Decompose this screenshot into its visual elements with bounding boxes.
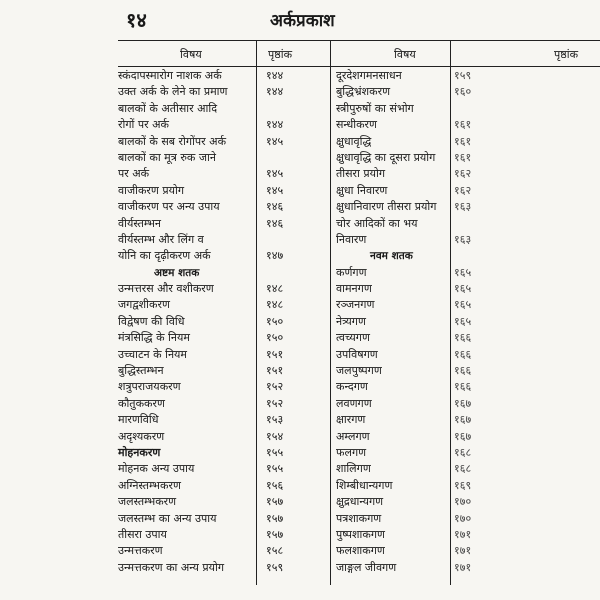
- entry-page-number: १५५: [266, 445, 284, 459]
- contents-row: [118, 543, 328, 559]
- entry-page-number: १६७: [454, 429, 472, 443]
- entry-title: जलस्तम्भकरण: [118, 495, 177, 509]
- contents-row: [118, 68, 328, 84]
- entry-page-number: १५७: [266, 527, 284, 541]
- entry-page-number: १५१: [266, 347, 284, 361]
- right-subject-header: विषय: [394, 48, 416, 61]
- entry-page-number: १५१: [266, 364, 284, 378]
- entry-page-number: १६५: [454, 265, 472, 279]
- left-subject-header: विषय: [180, 48, 202, 61]
- entry-title: क्षुधावृद्धि: [336, 134, 372, 148]
- entry-title: मंत्रसिद्धि के नियम: [118, 331, 190, 345]
- entry-title: बुद्धिभ्रंशकरण: [336, 85, 391, 99]
- entry-title: उन्मत्तकरण का अन्य प्रयोग: [118, 560, 225, 574]
- contents-row: [336, 101, 600, 117]
- entry-title: सन्धीकरण: [336, 118, 377, 132]
- contents-row: [118, 216, 328, 232]
- contents-row: [118, 199, 328, 215]
- entry-title: चोर आदिकों का भय: [336, 216, 418, 230]
- entry-title: कौतुककरण: [118, 396, 165, 410]
- entry-title: अग्निस्तम्भकरण: [118, 478, 181, 492]
- contents-row: [118, 494, 328, 510]
- contents-row: [118, 117, 328, 133]
- contents-row: [336, 363, 600, 379]
- entry-page-number: १५०: [266, 314, 284, 328]
- entry-page-number: १४४: [266, 69, 284, 82]
- entry-page-number: १६२: [454, 167, 472, 181]
- entry-title: लवणगण: [336, 396, 372, 410]
- entry-title: जगद्वशीकरण: [118, 298, 170, 312]
- entry-page-number: १५५: [266, 462, 284, 476]
- contents-row: [336, 297, 600, 313]
- entry-title: दूरदेशगमनसाधन: [336, 69, 402, 82]
- entry-title: मोहनक अन्य उपाय: [118, 462, 195, 476]
- contents-row: [118, 84, 328, 100]
- entry-page-number: १४५: [266, 167, 284, 181]
- contents-row: [118, 232, 328, 248]
- contents-row: [336, 478, 600, 494]
- entry-title: उन्मत्तरस और वशीकरण: [118, 282, 214, 296]
- contents-row: [336, 68, 600, 84]
- contents-row: [118, 183, 328, 199]
- entry-title: उपविषगण: [336, 347, 378, 361]
- contents-row: [336, 199, 600, 215]
- entry-page-number: १७१: [454, 527, 472, 541]
- contents-row: [336, 265, 600, 281]
- entry-title: उच्चाटन के नियम: [118, 347, 188, 361]
- entry-title: वीर्यस्तम्भन: [118, 216, 162, 230]
- contents-row: [336, 150, 600, 166]
- entry-title: स्कंदापस्मारोग नाशक अर्क: [118, 69, 222, 82]
- entry-title: मोहनकरण: [118, 445, 161, 459]
- entry-title: वाजीकरण पर अन्य उपाय: [118, 200, 220, 214]
- contents-row: [336, 543, 600, 559]
- entry-title: क्षुद्रधान्यगण: [336, 495, 384, 509]
- contents-row: [336, 183, 600, 199]
- page-number: १४: [126, 8, 147, 32]
- right-page-header: पृष्ठांक: [554, 48, 579, 61]
- entry-page-number: १५४: [266, 429, 284, 443]
- center-divider: [330, 40, 331, 585]
- entry-page-number: १५२: [266, 396, 284, 410]
- entry-page-number: १६८: [454, 462, 472, 476]
- contents-row: [118, 461, 328, 477]
- entry-title: स्त्रीपुरुषों का संभोग: [336, 101, 414, 115]
- entry-page-number: १५६: [266, 478, 284, 492]
- entry-title: उक्त अर्क के लेने का प्रमाण: [118, 85, 228, 99]
- contents-row: [336, 281, 600, 297]
- contents-row: [336, 494, 600, 510]
- contents-row: [118, 330, 328, 346]
- contents-row: [336, 445, 600, 461]
- contents-row: [336, 117, 600, 133]
- entry-page-number: १४५: [266, 134, 284, 148]
- entry-page-number: १५७: [266, 511, 284, 525]
- entry-page-number: १६३: [454, 200, 472, 214]
- entry-page-number: १७०: [454, 511, 472, 525]
- entry-page-number: १६५: [454, 282, 472, 296]
- entry-page-number: १५७: [266, 495, 284, 509]
- contents-row: [336, 560, 600, 576]
- contents-row: [336, 527, 600, 543]
- entry-title: तीसरा उपाय: [118, 527, 167, 541]
- entry-page-number: १६१: [454, 118, 472, 132]
- entry-title: पुष्पशाकगण: [336, 527, 385, 541]
- entry-title: तीसरा प्रयोग: [336, 167, 386, 181]
- contents-row: [336, 379, 600, 395]
- entry-title: फलगण: [336, 445, 367, 459]
- entry-title: शिम्बीधान्यगण: [336, 478, 393, 492]
- left-column: [118, 68, 328, 576]
- entry-page-number: १६१: [454, 150, 472, 164]
- contents-row: [336, 511, 600, 527]
- right-column: [336, 68, 600, 576]
- contents-row: [118, 412, 328, 428]
- contents-row: [336, 134, 600, 150]
- entry-page-number: १४७: [266, 249, 284, 263]
- entry-title: वीर्यस्तम्भ और लिंग व: [118, 232, 204, 246]
- entry-page-number: १५०: [266, 331, 284, 345]
- entry-title: शालिगण: [336, 462, 371, 476]
- contents-row: [336, 314, 600, 330]
- entry-title: अम्लगण: [336, 429, 370, 443]
- entry-title: जाङ्गल जीवगण: [336, 560, 397, 574]
- contents-row: [336, 166, 600, 182]
- entry-page-number: १७०: [454, 495, 472, 509]
- table-top-rule: [118, 40, 600, 41]
- contents-row: [336, 330, 600, 346]
- entry-title: पत्रशाकगण: [336, 511, 382, 525]
- entry-page-number: १६६: [454, 380, 472, 394]
- entry-title: नेत्र्यगण: [336, 314, 366, 328]
- contents-row: [118, 248, 328, 264]
- entry-page-number: १४६: [266, 216, 284, 230]
- entry-page-number: १४४: [266, 118, 284, 132]
- entry-page-number: १४८: [266, 282, 284, 296]
- contents-row: [118, 363, 328, 379]
- entry-title: जलपुष्पगण: [336, 364, 382, 378]
- entry-page-number: १६७: [454, 396, 472, 410]
- contents-row: [118, 150, 328, 166]
- entry-page-number: १५३: [266, 413, 284, 427]
- entry-page-number: १४६: [266, 200, 284, 214]
- contents-row: [336, 347, 600, 363]
- entry-page-number: १६२: [454, 183, 472, 197]
- contents-row: [118, 101, 328, 117]
- entry-page-number: १५८: [266, 544, 284, 558]
- entry-title: बालकों के सब रोगोंपर अर्क: [118, 134, 227, 148]
- contents-row: [336, 429, 600, 445]
- contents-row: [336, 396, 600, 412]
- entry-title: विद्वेषण की विधि: [118, 314, 185, 328]
- contents-row: [118, 379, 328, 395]
- entry-title: मारणविधि: [118, 413, 159, 427]
- contents-row: [118, 314, 328, 330]
- running-head: अर्कप्रकाश: [270, 11, 335, 31]
- contents-row: [118, 347, 328, 363]
- contents-row: [118, 445, 328, 461]
- contents-row: [118, 527, 328, 543]
- entry-page-number: १७१: [454, 544, 472, 558]
- entry-title: शत्रुपराजयकरण: [118, 380, 181, 394]
- entry-title: बुद्धिस्तम्भन: [118, 364, 164, 378]
- contents-row: [336, 461, 600, 477]
- entry-title: क्षारगण: [336, 413, 366, 427]
- contents-row: [118, 511, 328, 527]
- entry-title: क्षुधानिवारण तीसरा प्रयोग: [336, 200, 437, 214]
- entry-title: जलस्तम्भ का अन्य उपाय: [118, 511, 217, 525]
- entry-title: नवम शतक: [370, 250, 413, 263]
- entry-page-number: १५२: [266, 380, 284, 394]
- entry-page-number: १६७: [454, 413, 472, 427]
- left-page-header: पृष्ठांक: [268, 48, 293, 61]
- entry-title: उन्मत्तकरण: [118, 544, 163, 558]
- contents-row: [336, 216, 600, 232]
- contents-row: [118, 429, 328, 445]
- contents-row: [118, 560, 328, 576]
- entry-page-number: १६०: [454, 85, 472, 99]
- entry-title: पर अर्क: [118, 167, 150, 181]
- contents-row: [118, 281, 328, 297]
- entry-title: अदृश्यकरण: [118, 429, 165, 443]
- contents-row: [336, 412, 600, 428]
- entry-page-number: १७१: [454, 560, 472, 574]
- entry-title: निवारण: [336, 232, 367, 246]
- entry-page-number: १४५: [266, 183, 284, 197]
- entry-title: रञ्जनगण: [336, 298, 375, 312]
- entry-page-number: १५९: [454, 69, 472, 82]
- entry-page-number: १५९: [266, 560, 284, 574]
- contents-row: [336, 232, 600, 248]
- entry-page-number: १६९: [454, 478, 472, 492]
- entry-title: त्वच्यगण: [336, 331, 370, 345]
- contents-row: [118, 297, 328, 313]
- entry-page-number: १६५: [454, 298, 472, 312]
- entry-page-number: १६५: [454, 314, 472, 328]
- contents-row: [118, 478, 328, 494]
- entry-page-number: १४८: [266, 298, 284, 312]
- entry-title: फलशाकगण: [336, 544, 385, 558]
- entry-title: कन्दगण: [336, 380, 368, 394]
- entry-page-number: १६१: [454, 134, 472, 148]
- contents-row: [336, 84, 600, 100]
- contents-row: [118, 166, 328, 182]
- contents-row: [118, 396, 328, 412]
- entry-title: रोगों पर अर्क: [118, 118, 169, 132]
- entry-title: क्षुधा निवारण: [336, 183, 388, 197]
- entry-title: क्षुधावृद्धि का दूसरा प्रयोग: [336, 150, 436, 164]
- entry-title: योनि का दृढ़ीकरण अर्क: [118, 249, 211, 263]
- section-heading: [336, 248, 600, 264]
- entry-title: बालकों का मूत्र रुक जाने: [118, 150, 216, 164]
- entry-page-number: १४४: [266, 85, 284, 99]
- entry-title: वाजीकरण प्रयोग: [118, 183, 185, 197]
- entry-title: बालकों के अतीसार आदि: [118, 101, 218, 115]
- entry-title: कर्णगण: [336, 265, 367, 279]
- entry-page-number: १६६: [454, 347, 472, 361]
- section-heading: [118, 265, 328, 281]
- contents-row: [118, 134, 328, 150]
- entry-page-number: १६६: [454, 364, 472, 378]
- entry-page-number: १६८: [454, 445, 472, 459]
- entry-title: वामनगण: [336, 282, 372, 296]
- entry-page-number: १६६: [454, 331, 472, 345]
- table-header-rule: [118, 66, 600, 67]
- entry-title: अष्टम शतक: [154, 266, 200, 279]
- entry-page-number: १६३: [454, 232, 472, 246]
